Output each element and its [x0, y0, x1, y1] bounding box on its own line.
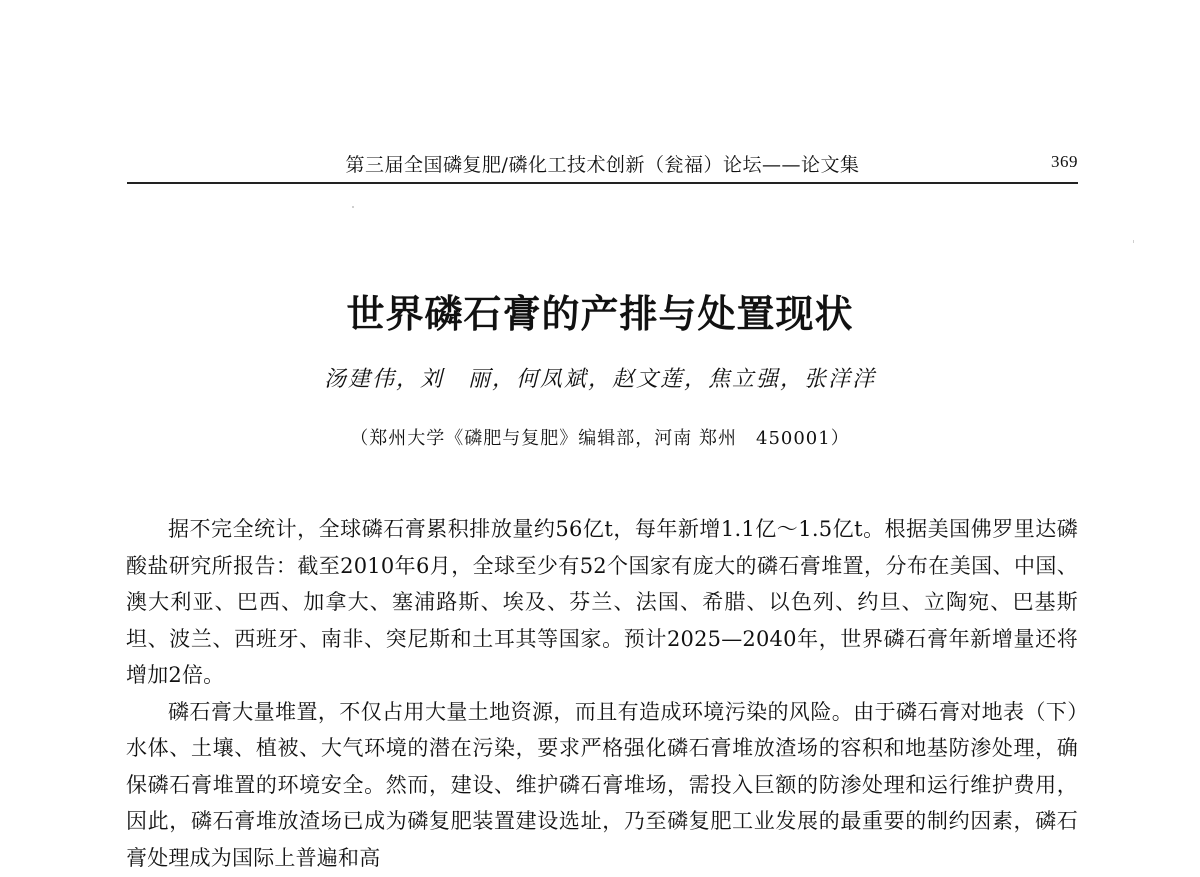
page-number: 369: [1051, 152, 1078, 171]
running-title: 第三届全国磷复肥/磷化工技术创新（瓮福）论坛——论文集: [345, 154, 860, 176]
author-affiliation: （郑州大学《磷肥与复肥》编辑部，河南 郑州 450001）: [350, 428, 850, 449]
running-header: [127, 148, 1078, 184]
author-list: 汤建伟，刘 丽，何凤斌，赵文莲，焦立强，张洋洋: [323, 367, 876, 392]
body-paragraph: 据不完全统计，全球磷石膏累积排放量约56亿t，每年新增1.1亿～1.5亿t。根据美国佛罗里达磷酸盐研究所报告：截至2010年6月，全球至少有52个国家有庞大的磷石膏堆置，分布在美国、中国、澳大利亚、巴西、加拿大、塞浦路斯、埃及、芬兰、法国、希腊、以色列、约旦、立陶宛、巴基斯坦、波兰、西班牙、南非、突尼斯和土耳其等国家。预计2025—2040年，世界磷石膏年新增量还将增加2倍。: [126, 517, 1078, 687]
article-body: [126, 511, 1078, 876]
paper-title: 世界磷石膏的产排与处置现状: [346, 292, 854, 336]
scan-speck: [352, 206, 354, 208]
scan-speck: [1133, 240, 1134, 243]
body-paragraph: 磷石膏大量堆置，不仅占用大量土地资源，而且有造成环境污染的风险。由于磷石膏对地表（下）水体、土壤、植被、大气环境的潜在污染，要求严格强化磷石膏堆放渣场的容积和地基防渗处理，确保磷石膏堆置的环境安全。然而，建设、维护磷石膏堆场，需投入巨额的防渗处理和运行维护费用，因此，磷石膏堆放渣场已成为磷复肥装置建设选址，乃至磷复肥工业发展的最重要的制约因素，磷石膏处理成为国际上普遍和高: [126, 699, 1078, 870]
